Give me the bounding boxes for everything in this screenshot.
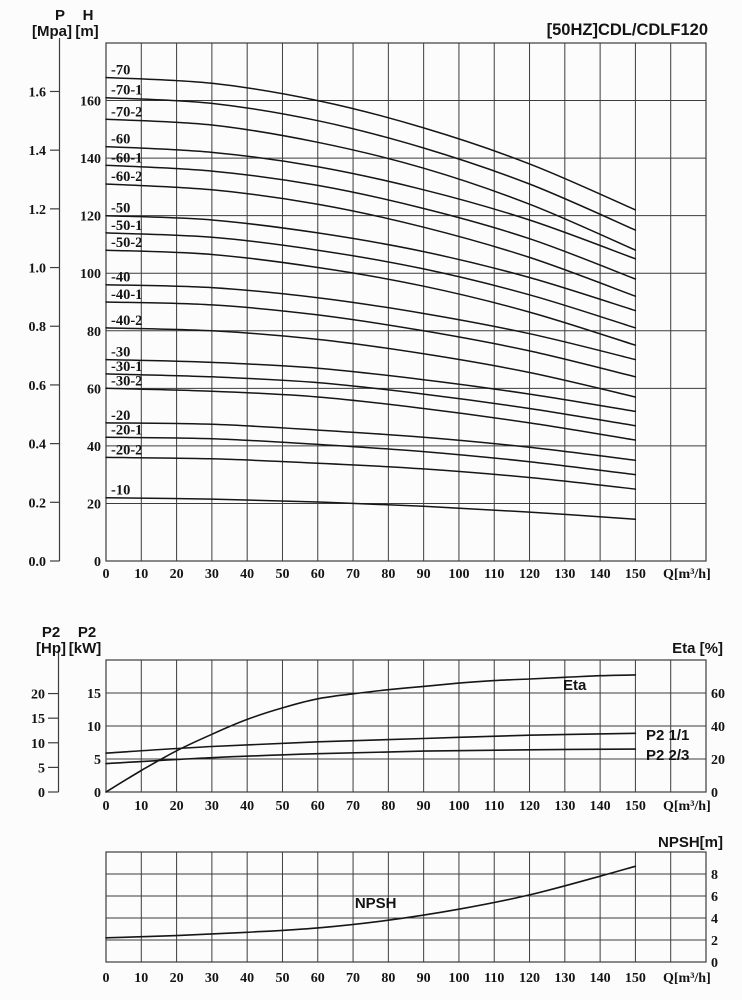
curve-eta <box>106 675 635 792</box>
x-tick-label: 10 <box>134 567 149 582</box>
h-tick-label: 20 <box>87 497 101 513</box>
x-tick-label: 140 <box>589 567 611 582</box>
eta-tick-label: 40 <box>711 720 725 735</box>
x-tick-label: 140 <box>589 971 611 986</box>
kw-tick-label: 10 <box>87 720 101 735</box>
power-eta-chart <box>31 650 725 814</box>
npsh-border <box>106 852 706 962</box>
h-tick-label: 140 <box>80 152 101 168</box>
x-tick-label: 20 <box>169 567 184 582</box>
x-tick-label: 70 <box>346 567 361 582</box>
hq-curve-label-stage-30-1: -30-1 <box>111 358 143 375</box>
x-tick-label: 50 <box>275 567 290 582</box>
hq-curve-stage-30-2 <box>106 388 635 440</box>
x-tick-label: 50 <box>275 799 290 814</box>
hp-tick-label: 5 <box>38 761 45 777</box>
hq-curve-stage-30 <box>106 360 635 412</box>
hq-curve-stage-20 <box>106 423 635 460</box>
curve-label-p2-2-3: P2 2/3 <box>646 746 690 764</box>
x-tick-label: 40 <box>240 567 255 582</box>
npsh-tick-label: 2 <box>711 934 718 949</box>
eta-tick-label: 20 <box>711 753 725 768</box>
hq-curve-label-stage-20-1: -20-1 <box>111 422 143 439</box>
x-tick-label: 140 <box>589 799 611 814</box>
hq-curve-label-stage-20: -20 <box>111 407 131 424</box>
hq-curve-label-stage-30: -30 <box>111 344 131 361</box>
hq-curve-stage-20-2 <box>106 457 635 489</box>
x-tick-label: 60 <box>310 971 325 986</box>
x-tick-label: 100 <box>448 799 470 814</box>
hq-border <box>106 43 706 561</box>
x-tick-label: 110 <box>484 971 505 986</box>
x-tick-label: 150 <box>624 567 646 582</box>
eta-tick-label: 0 <box>711 786 718 801</box>
p-tick-label: 1.4 <box>28 144 46 160</box>
curve-p2-2-3 <box>106 749 635 764</box>
x-tick-label: 0 <box>102 567 110 582</box>
eta-axis-title: Eta [%] <box>672 640 723 657</box>
kw-tick-label: 5 <box>94 753 101 768</box>
h-tick-label: 80 <box>87 324 101 340</box>
x-tick-label: 60 <box>310 799 325 814</box>
x-tick-label: 150 <box>624 799 646 814</box>
x-tick-label: 40 <box>240 971 255 986</box>
x-tick-label: 0 <box>102 799 110 814</box>
eta-tick-label: 60 <box>711 687 725 702</box>
h-tick-label: 40 <box>87 439 101 455</box>
hq-curve-stage-20-1 <box>106 437 635 474</box>
hq-curve-label-stage-60-1: -60-1 <box>111 150 143 167</box>
hq-curve-stage-50-1 <box>106 233 635 328</box>
hq-curve-label-stage-70-1: -70-1 <box>111 82 143 99</box>
x-tick-label: 90 <box>416 799 431 814</box>
x-tick-label: 40 <box>240 799 255 814</box>
p2-hp-axis-unit: [Hp] <box>36 640 66 657</box>
hq-chart <box>29 38 711 582</box>
x-tick-label: 80 <box>381 567 396 582</box>
hq-curve-label-stage-10: -10 <box>111 482 131 499</box>
x-tick-label: 120 <box>519 567 541 582</box>
hq-curve-stage-70 <box>106 78 635 210</box>
x-tick-label: 20 <box>169 799 184 814</box>
hq-curve-label-stage-50-1: -50-1 <box>111 217 143 234</box>
p-tick-label: 0.2 <box>28 496 46 512</box>
curve-label-npsh: NPSH <box>354 895 397 913</box>
hp-tick-label: 15 <box>31 712 45 728</box>
h-axis-unit: [m] <box>75 23 99 40</box>
hp-tick-label: 10 <box>31 736 45 752</box>
kw-tick-label: 0 <box>94 786 101 801</box>
h-tick-label: 100 <box>80 267 101 283</box>
hq-curve-stage-70-2 <box>106 119 635 250</box>
npsh-tick-label: 0 <box>711 956 718 971</box>
p-tick-label: 0.4 <box>28 437 46 453</box>
p-axis-title: P <box>54 7 65 24</box>
hq-curve-label-stage-70: -70 <box>111 62 131 79</box>
x-tick-label: 130 <box>554 567 576 582</box>
hq-curve-stage-10 <box>106 498 635 520</box>
x-axis-unit-label: Q[m³/h] <box>663 567 711 582</box>
p2-hp-axis-title: P2 <box>41 624 61 641</box>
hq-curve-label-stage-30-2: -30-2 <box>111 373 143 390</box>
x-tick-label: 30 <box>204 971 219 986</box>
p-tick-label: 1.0 <box>28 261 46 277</box>
curve-label-eta: Eta <box>563 677 587 695</box>
x-tick-label: 100 <box>448 567 470 582</box>
x-tick-label: 90 <box>416 971 431 986</box>
hq-curve-label-stage-40-1: -40-1 <box>111 287 143 303</box>
hq-curve-label-stage-40-2: -40-2 <box>111 312 143 329</box>
h-tick-label: 0 <box>94 555 101 570</box>
x-tick-label: 10 <box>134 971 149 986</box>
x-tick-label: 30 <box>204 567 219 582</box>
x-tick-label: 120 <box>519 799 541 814</box>
x-tick-label: 10 <box>134 799 149 814</box>
hq-curve-label-stage-60-2: -60-2 <box>111 169 143 186</box>
curve-label-p2-1-1: P2 1/1 <box>646 726 690 744</box>
x-tick-label: 20 <box>169 971 184 986</box>
p-tick-label: 1.2 <box>28 202 46 218</box>
npsh-tick-label: 4 <box>711 912 718 927</box>
hp-tick-label: 20 <box>31 687 45 703</box>
x-tick-label: 110 <box>484 567 505 582</box>
npsh-chart <box>103 852 719 986</box>
x-tick-label: 60 <box>310 567 325 582</box>
x-tick-label: 130 <box>554 799 576 814</box>
hq-curve-label-stage-70-2: -70-2 <box>111 104 143 121</box>
x-tick-label: 100 <box>448 971 470 986</box>
hq-curve-stage-60-1 <box>106 165 635 279</box>
x-tick-label: 80 <box>381 971 396 986</box>
hq-curve-label-stage-50: -50 <box>111 200 131 217</box>
hq-curve-stage-70-1 <box>106 98 635 230</box>
hq-curve-stage-30-1 <box>106 374 635 426</box>
x-tick-label: 30 <box>204 799 219 814</box>
x-tick-label: 120 <box>519 971 541 986</box>
x-axis-unit-label: Q[m³/h] <box>663 971 711 986</box>
h-axis-title: H <box>82 7 94 24</box>
x-tick-label: 50 <box>275 971 290 986</box>
p-tick-label: 0.8 <box>28 320 46 336</box>
x-tick-label: 130 <box>554 971 576 986</box>
p-axis-unit: [Mpa] <box>32 23 72 40</box>
kw-tick-label: 15 <box>87 687 101 702</box>
npsh-tick-label: 6 <box>711 890 718 905</box>
hq-curve-stage-60-2 <box>106 184 635 296</box>
hq-curve-label-stage-40: -40 <box>111 269 131 286</box>
hp-tick-label: 0 <box>38 786 45 801</box>
x-tick-label: 150 <box>624 971 646 986</box>
hq-curve-label-stage-50-2: -50-2 <box>111 235 143 252</box>
hq-curve-label-stage-60: -60 <box>111 131 131 148</box>
hq-curve-label-stage-20-2: -20-2 <box>111 442 143 459</box>
p-tick-label: 1.6 <box>28 85 46 101</box>
h-tick-label: 160 <box>80 94 101 110</box>
chart-title: [50HZ]CDL/CDLF120 <box>546 21 708 39</box>
x-tick-label: 70 <box>346 799 361 814</box>
npsh-axis-title: NPSH[m] <box>657 834 723 851</box>
x-axis-unit-label: Q[m³/h] <box>663 799 711 814</box>
x-tick-label: 70 <box>346 971 361 986</box>
p2-kw-axis-unit: [kW] <box>68 640 102 657</box>
h-tick-label: 60 <box>87 382 101 398</box>
p-tick-label: 0.0 <box>28 555 46 570</box>
x-tick-label: 110 <box>484 799 505 814</box>
npsh-tick-label: 8 <box>711 868 718 883</box>
x-tick-label: 0 <box>102 971 110 986</box>
x-tick-label: 80 <box>381 799 396 814</box>
hq-curve-stage-40-2 <box>106 328 635 397</box>
p-tick-label: 0.6 <box>28 378 46 394</box>
x-tick-label: 90 <box>416 567 431 582</box>
h-tick-label: 120 <box>80 209 101 225</box>
p2-kw-axis-title: P2 <box>77 624 97 641</box>
